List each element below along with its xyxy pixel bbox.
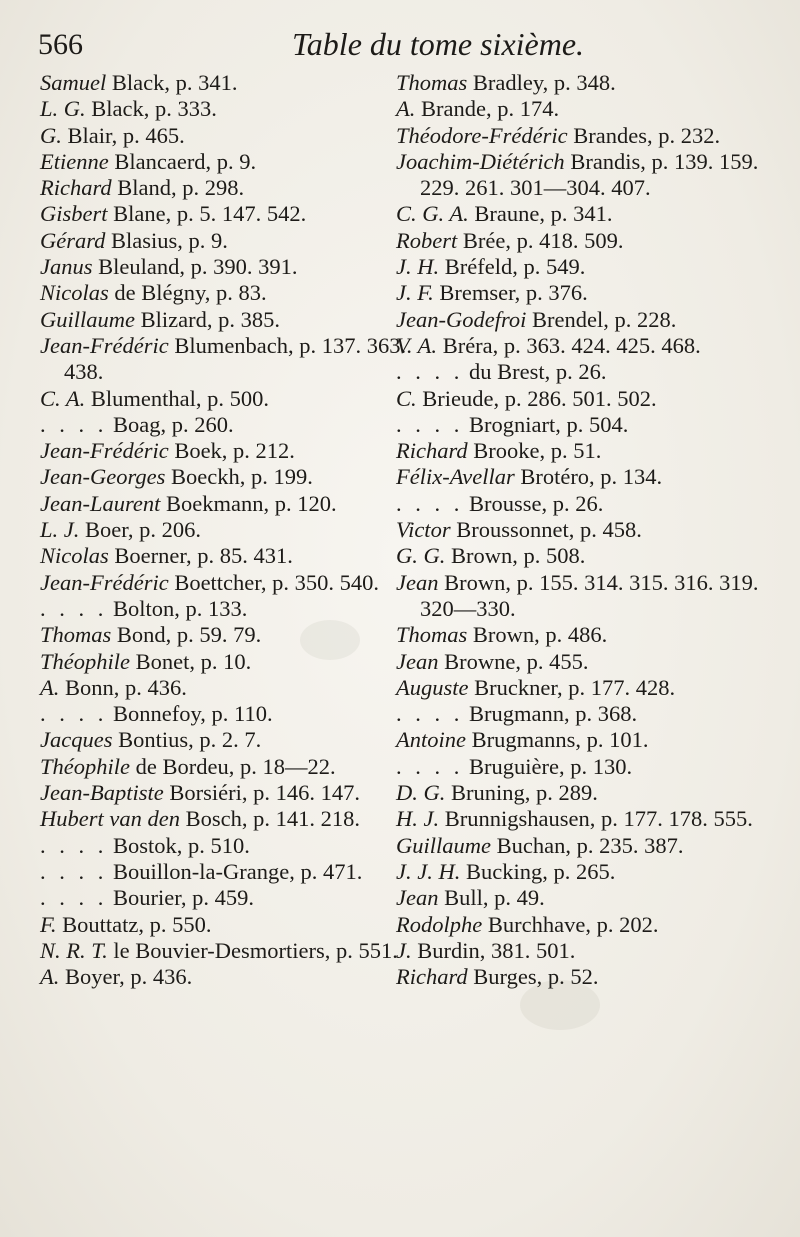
index-column-right [396,70,791,990]
entry-given-name: Nicolas [40,280,109,306]
entry-given-name: Théophile [40,753,130,779]
entry-given-name: Nicolas [40,543,109,569]
entry-given-name: . . . . [396,359,464,385]
index-entry [396,307,791,333]
entry-given-name: J. [396,937,412,963]
entry-given-name: Robert [396,227,458,253]
entry-surname-pages: Bradley, p. 348. [467,70,616,95]
index-entry [40,938,418,964]
entry-given-name: Jean-Frédéric [40,438,169,464]
entry-given-name: D. G. [396,780,446,806]
entry-surname-pages: Boettcher, p. 350. 540. [168,569,379,595]
entry-surname-pages: Blizard, p. 385. [135,306,280,332]
entry-surname-pages: Bonet, p. 10. [130,648,252,674]
entry-given-name: Janus [40,254,93,280]
entry-surname-pages: Bruckner, p. 177. 428. [468,674,676,700]
entry-given-name: Antoine [396,727,466,753]
entry-surname-pages: Brown, p. 155. 314. 315. 316. 319. 320—330. [420,569,759,621]
entry-surname-pages: Braune, p. 341. [468,201,613,227]
entry-given-name: J. H. [396,254,440,280]
entry-given-name: C. G. A. [396,201,469,227]
entry-surname-pages: Browne, p. 455. [438,648,589,674]
entry-given-name: . . . . [396,490,464,516]
page-header [38,22,778,68]
index-entry [396,123,791,149]
entry-given-name: A. [40,674,60,700]
entry-given-name: Victor [396,517,451,543]
entry-given-name: Gisbert [40,201,108,227]
entry-given-name: Jean-Godefroi [396,306,527,332]
entry-surname-pages: Bouttatz, p. 550. [56,911,212,937]
index-entry [40,491,418,517]
index-entry [40,201,418,227]
entry-given-name: Théophile [40,648,130,674]
index-entry [40,833,418,859]
entry-surname-pages: Brandes, p. 232. [567,122,721,148]
entry-given-name: . . . . [40,885,108,911]
index-entry [40,96,418,122]
index-entry [396,359,791,385]
entry-surname-pages: le Bouvier-Desmortiers, p. 551. [107,937,398,963]
entry-given-name: Jean [396,885,439,911]
entry-given-name: Samuel [40,70,107,95]
index-entry [396,333,791,359]
entry-surname-pages: Black, p. 333. [85,96,217,122]
index-entry [40,438,418,464]
entry-given-name: Richard [396,438,468,464]
entry-surname-pages: Brunnigshausen, p. 177. 178. 555. [439,806,753,832]
index-entry [40,386,418,412]
entry-given-name: J. F. [396,280,434,306]
entry-given-name: G. G. [396,543,446,569]
entry-given-name: Etienne [40,148,109,174]
entry-surname-pages: Bond, p. 59. 79. [111,622,262,648]
entry-given-name: G. [40,122,62,148]
index-entry [40,280,418,306]
index-entry [40,649,418,675]
index-entry [40,912,418,938]
entry-surname-pages: Boerner, p. 85. 431. [108,543,293,569]
index-entry [396,806,791,832]
entry-surname-pages: Boekmann, p. 120. [160,490,337,516]
entry-given-name: . . . . [40,858,108,884]
index-entry [396,228,791,254]
entry-given-name: . . . . [40,595,108,621]
index-entry [396,833,791,859]
index-entry [396,912,791,938]
entry-surname-pages: Brendel, p. 228. [526,306,677,332]
entry-given-name: Théodore-Frédéric [396,122,568,148]
index-entry [396,859,791,885]
entry-surname-pages: Brousse, p. 26. [463,490,604,516]
entry-surname-pages: Burchhave, p. 202. [482,911,659,937]
entry-given-name: Thomas [40,622,112,648]
index-entry [40,123,418,149]
entry-given-name: . . . . [40,832,108,858]
entry-surname-pages: Bréra, p. 363. 424. 425. 468. [437,332,701,358]
entry-surname-pages: Boag, p. 260. [107,411,234,437]
entry-given-name: Richard [40,175,112,201]
index-entry [40,464,418,490]
entry-surname-pages: du Brest, p. 26. [463,359,607,385]
entry-surname-pages: Bourier, p. 459. [107,885,254,911]
entry-surname-pages: Brieude, p. 286. 501. 502. [416,385,657,411]
index-entry [40,596,418,622]
entry-given-name: Richard [396,964,468,990]
entry-surname-pages: Brugmann, p. 368. [463,701,638,727]
page-number: 566 [38,28,83,61]
index-entry [396,543,791,569]
entry-surname-pages: Bonn, p. 436. [59,674,187,700]
entry-surname-pages: Brown, p. 486. [467,622,608,648]
entry-given-name: Guillaume [396,832,491,858]
entry-given-name: Rodolphe [396,911,483,937]
index-entry [396,964,791,990]
entry-given-name: F. [40,911,57,937]
entry-surname-pages: Bruguière, p. 130. [463,753,633,779]
index-entry [396,885,791,911]
entry-given-name: A. [396,96,416,122]
entry-given-name: Hubert van den [40,806,180,832]
entry-surname-pages: de Bordeu, p. 18—22. [130,753,336,779]
index-entry [396,201,791,227]
entry-given-name: . . . . [396,411,464,437]
entry-given-name: Jean [396,648,439,674]
index-entry [396,675,791,701]
entry-given-name: N. R. T. [40,937,108,963]
entry-given-name: L. J. [40,517,80,543]
entry-surname-pages: Brée, p. 418. 509. [457,227,624,253]
entry-surname-pages: Brown, p. 508. [445,543,586,569]
index-entry [40,622,418,648]
index-entry [396,622,791,648]
index-entry [40,780,418,806]
entry-given-name: Auguste [396,674,469,700]
index-entry [40,859,418,885]
entry-surname-pages: Bolton, p. 133. [107,595,248,621]
entry-given-name: V. A. [396,332,438,358]
entry-surname-pages: Bonnefoy, p. 110. [107,701,273,727]
entry-surname-pages: Bréfeld, p. 549. [439,254,586,280]
entry-given-name: Félix-Avellar [396,464,515,490]
entry-surname-pages: Brogniart, p. 504. [463,411,629,437]
entry-given-name: Jean-Georges [40,464,166,490]
entry-surname-pages: Blancaerd, p. 9. [108,148,257,174]
entry-given-name: Joachim-Diétérich [396,148,565,174]
index-entry [40,570,418,596]
entry-given-name: . . . . [40,701,108,727]
entry-surname-pages: Bleuland, p. 390. 391. [92,254,298,280]
index-entry [40,964,418,990]
index-entry [396,386,791,412]
index-entry [40,175,418,201]
index-entry [396,438,791,464]
index-entry [40,412,418,438]
entry-surname-pages: Borsiéri, p. 146. 147. [163,780,360,806]
entry-surname-pages: Brooke, p. 51. [467,438,602,464]
index-entry [40,543,418,569]
index-entry [396,96,791,122]
index-entry [40,754,418,780]
index-entry [40,228,418,254]
entry-surname-pages: Blane, p. 5. 147. 542. [107,201,307,227]
entry-surname-pages: Brugmanns, p. 101. [465,727,649,753]
entry-surname-pages: Bucking, p. 265. [460,858,616,884]
entry-surname-pages: Burges, p. 52. [467,964,599,990]
entry-surname-pages: Burdin, 381. 501. [411,937,576,963]
entry-given-name: H. J. [396,806,440,832]
entry-surname-pages: Brande, p. 174. [415,96,560,122]
index-entry [40,149,418,175]
entry-surname-pages: Bosch, p. 141. 218. [179,806,360,832]
entry-given-name: A. [40,964,60,990]
entry-surname-pages: de Blégny, p. 83. [108,280,267,306]
entry-surname-pages: Bostok, p. 510. [107,832,250,858]
entry-surname-pages: Buchan, p. 235. 387. [491,832,684,858]
index-entry [40,806,418,832]
entry-given-name: C. A. [40,385,86,411]
entry-surname-pages: Bremser, p. 376. [433,280,588,306]
entry-surname-pages: Boeckh, p. 199. [165,464,313,490]
index-entry [396,254,791,280]
index-entry [396,938,791,964]
entry-given-name: L. G. [40,96,86,122]
index-entry [396,280,791,306]
entry-given-name: Jean-Laurent [40,490,161,516]
entry-given-name: C. [396,385,417,411]
entry-surname-pages: Bruning, p. 289. [445,780,598,806]
entry-surname-pages: Bull, p. 49. [438,885,545,911]
index-entry [396,464,791,490]
index-entry [40,675,418,701]
entry-given-name: Gérard [40,227,106,253]
index-entry [396,149,791,202]
entry-given-name: Guillaume [40,306,135,332]
entry-surname-pages: Boyer, p. 436. [59,964,193,990]
entry-surname-pages: Black, p. 341. [106,70,238,95]
entry-given-name: Jean-Frédéric [40,332,169,358]
index-entry [396,780,791,806]
index-entry [396,754,791,780]
entry-given-name: . . . . [40,411,108,437]
index-entry [40,727,418,753]
entry-surname-pages: Broussonnet, p. 458. [450,517,642,543]
entry-surname-pages: Bontius, p. 2. 7. [112,727,262,753]
index-column-left [40,70,418,990]
entry-given-name: Jean-Frédéric [40,569,169,595]
index-entry [40,885,418,911]
entry-given-name: . . . . [396,753,464,779]
entry-surname-pages: Boek, p. 212. [168,438,295,464]
entry-given-name: Jean [396,569,439,595]
entry-given-name: . . . . [396,701,464,727]
index-entry [396,491,791,517]
entry-given-name: J. J. H. [396,858,461,884]
entry-surname-pages: Blair, p. 465. [61,122,185,148]
entry-given-name: Jean-Baptiste [40,780,164,806]
index-entry [396,701,791,727]
entry-surname-pages: Bland, p. 298. [111,175,245,201]
entry-given-name: Thomas [396,70,468,95]
index-entry [40,333,418,386]
entry-surname-pages: Brotéro, p. 134. [514,464,663,490]
entry-given-name: Jacques [40,727,113,753]
index-entry [40,254,418,280]
index-entry [40,517,418,543]
entry-surname-pages: Blumenthal, p. 500. [85,385,269,411]
index-entry [396,570,791,623]
index-entry [40,70,418,96]
page-title: Table du tome sixième. [291,26,585,62]
index-entry [40,701,418,727]
entry-surname-pages: Bouillon-la-Grange, p. 471. [107,858,363,884]
index-entry [396,412,791,438]
entry-surname-pages: Blasius, p. 9. [105,227,228,253]
index-entry [396,70,791,96]
index-entry [396,649,791,675]
index-entry [396,517,791,543]
entry-surname-pages: Blumenbach, p. 137. 363. 438. [64,332,407,385]
entry-surname-pages: Boer, p. 206. [79,517,201,543]
entry-given-name: Thomas [396,622,468,648]
index-entry [396,727,791,753]
entry-surname-pages: Brandis, p. 139. 159. 229. 261. 301—304. 407. [420,148,759,201]
index-entry [40,307,418,333]
